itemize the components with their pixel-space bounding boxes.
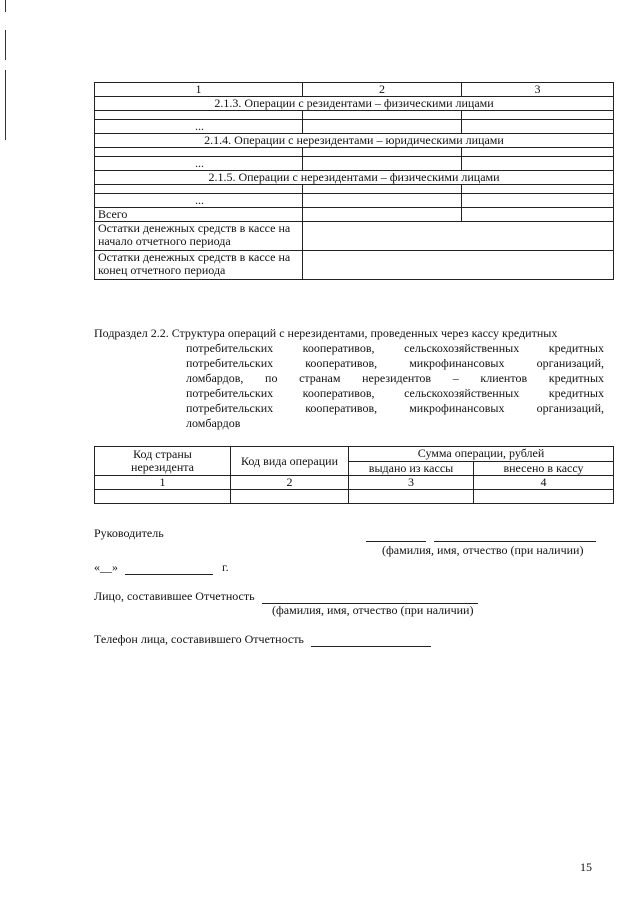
balance-end-row [95, 251, 614, 280]
column-number: 3 [349, 476, 474, 490]
balance-end-value [303, 251, 614, 280]
section-row [95, 97, 614, 111]
nonresident-table [94, 446, 614, 504]
table-cell [231, 490, 349, 504]
table-row [95, 157, 614, 171]
table-header-row [95, 83, 614, 97]
table-row [95, 490, 614, 504]
balance-start-value [303, 222, 614, 251]
balance-start-label: Остатки денежных средств в кассе на начало отчетного периода [95, 222, 303, 251]
compiler-label: Лицо, составившее Отчетность [94, 589, 255, 603]
total-row [95, 208, 614, 222]
subsection-line: Подраздел 2.2. Структура операций с нерезидентами, проведенных через кассу кредитных [94, 326, 558, 340]
year-suffix: г. [222, 560, 229, 574]
table-cell [462, 120, 614, 134]
ellipsis-cell [95, 157, 303, 171]
table-cell [303, 120, 462, 134]
total-label: Всего [95, 208, 303, 222]
subsection-heading [94, 326, 604, 431]
column-number: 2 [303, 83, 462, 97]
table-number-row [95, 476, 614, 490]
phone-label: Телефон лица, составившего Отчетность [94, 632, 304, 646]
column-number: 2 [231, 476, 349, 490]
ellipsis: ... [195, 193, 204, 207]
edge-mark [5, 30, 6, 60]
column-number: 1 [95, 83, 303, 97]
table-cell [474, 490, 614, 504]
table-cell [462, 194, 614, 208]
subsection-line: потребительских кооперативов, микрофинансовых организаций, [186, 356, 604, 370]
section-title: 2.1.5. Операции с нерезидентами – физическими лицами [95, 171, 614, 185]
table-cell [303, 208, 462, 222]
subsection-line: потребительских кооперативов, сельскохозяйственных кредитных [186, 341, 604, 355]
table-cell [303, 148, 462, 157]
table-cell [303, 185, 462, 194]
page-number: 15 [580, 860, 592, 874]
date-day: «__» [94, 560, 118, 574]
compiler-row [94, 589, 478, 604]
date-month-line [125, 562, 213, 575]
table-cell [349, 490, 474, 504]
phone-line [311, 634, 431, 647]
operations-table [94, 82, 614, 280]
compiler-name-hint: (фамилия, имя, отчество (при наличии) [272, 603, 474, 617]
col-sum-header: Сумма операции, рублей [349, 447, 614, 462]
subsection-line: ломбардов [186, 416, 241, 430]
table-row [95, 194, 614, 208]
ellipsis: ... [195, 119, 204, 133]
head-name-line [434, 524, 596, 542]
head-label: Руководитель [94, 526, 164, 540]
col-operation-header: Код вида операции [231, 447, 349, 476]
col-issued-header: выдано из кассы [349, 461, 474, 476]
column-number: 4 [474, 476, 614, 490]
ellipsis-cell [95, 120, 303, 134]
section-title: 2.1.4. Операции с нерезидентами – юридическими лицами [95, 134, 614, 148]
table-cell [303, 157, 462, 171]
ellipsis: ... [195, 156, 204, 170]
table-header-row [95, 447, 614, 462]
table-cell [303, 111, 462, 120]
table-cell [462, 157, 614, 171]
phone-row [94, 632, 431, 647]
balance-start-row [95, 222, 614, 251]
subsection-line: ломбардов, по странам нерезидентов – клиентов кредитных [186, 371, 604, 385]
edge-mark [5, 0, 6, 12]
section-row [95, 134, 614, 148]
col-deposited-header: внесено в кассу [474, 461, 614, 476]
col-country-header: Код страны нерезидента [95, 447, 231, 476]
head-signature-line [366, 524, 426, 542]
ellipsis-cell [95, 194, 303, 208]
edge-mark [5, 70, 6, 140]
table-cell [462, 208, 614, 222]
balance-end-label: Остатки денежных средств в кассе на конец отчетного периода [95, 251, 303, 280]
section-row [95, 171, 614, 185]
subsection-line: потребительских кооперативов, сельскохозяйственных кредитных [186, 386, 604, 400]
date-line [94, 560, 229, 575]
table-cell [303, 194, 462, 208]
column-number: 3 [462, 83, 614, 97]
table-cell [462, 111, 614, 120]
section-title: 2.1.3. Операции с резидентами – физическими лицами [95, 97, 614, 111]
subsection-line: потребительских кооперативов, микрофинансовых организаций, [186, 401, 604, 415]
table-row [95, 120, 614, 134]
table-cell [462, 148, 614, 157]
head-name-hint: (фамилия, имя, отчество (при наличии) [382, 543, 584, 557]
table-cell [462, 185, 614, 194]
table-cell [95, 490, 231, 504]
column-number: 1 [95, 476, 231, 490]
